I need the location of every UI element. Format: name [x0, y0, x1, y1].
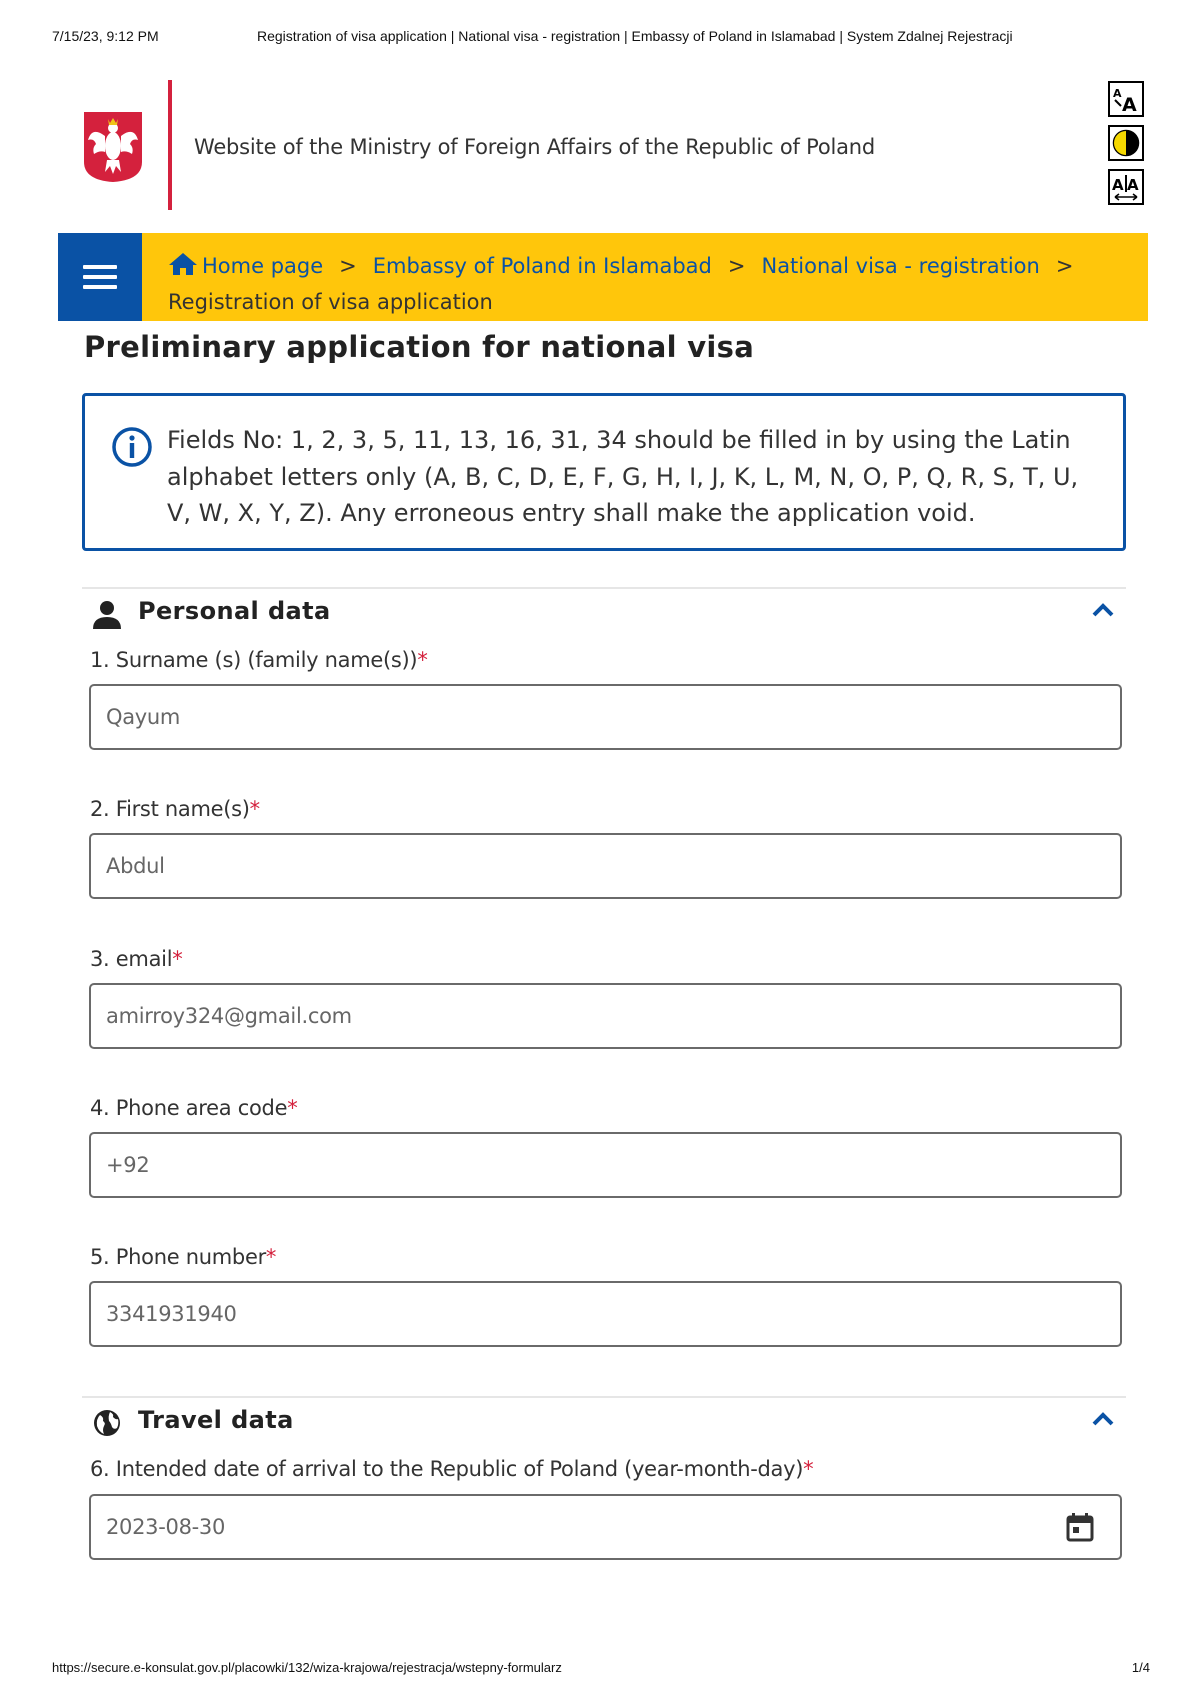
contrast-icon	[1112, 129, 1140, 157]
first-name-label: 2. First name(s)*	[90, 797, 260, 821]
print-page-number: 1/4	[1131, 1660, 1150, 1675]
chevron-up-icon[interactable]	[1092, 1412, 1114, 1426]
contrast-button[interactable]	[1108, 125, 1144, 161]
poland-emblem-logo[interactable]	[82, 110, 144, 184]
header-divider	[168, 80, 172, 210]
breadcrumb-embassy[interactable]: Embassy of Poland in Islamabad	[372, 254, 712, 278]
section-personal-data[interactable]	[82, 587, 1126, 633]
phone-area-code-input[interactable]: +92	[89, 1132, 1122, 1198]
arrival-date-value: 2023-08-30	[106, 1515, 226, 1539]
section-travel-data[interactable]	[82, 1396, 1126, 1442]
breadcrumb: Home page > Embassy of Poland in Islamabad > National visa - registration > Registration of visa application	[168, 254, 1074, 314]
calendar-icon[interactable]	[1066, 1512, 1094, 1542]
section-title: Travel data	[138, 1406, 294, 1434]
phone-number-label: 5. Phone number*	[90, 1245, 277, 1269]
breadcrumb-national-visa[interactable]: National visa - registration	[761, 254, 1040, 278]
font-size-icon	[1111, 84, 1141, 114]
globe-icon	[92, 1408, 122, 1438]
email-input[interactable]: amirroy324@gmail.com	[89, 983, 1122, 1049]
print-url: https://secure.e-konsulat.gov.pl/placowki/132/wiza-krajowa/rejestracja/wstepny-formularz	[52, 1660, 562, 1675]
chevron-up-icon[interactable]	[1092, 603, 1114, 617]
svg-text:A: A	[1112, 176, 1124, 194]
first-name-input[interactable]: Abdul	[89, 833, 1122, 899]
print-datetime: 7/15/23, 9:12 PM	[52, 28, 159, 44]
info-notice	[82, 393, 1126, 551]
surname-label: 1. Surname (s) (family name(s))*	[90, 648, 428, 672]
phone-area-code-label: 4. Phone area code*	[90, 1096, 298, 1120]
page-title: Preliminary application for national visa	[84, 330, 755, 364]
arrival-date-label: 6. Intended date of arrival to the Republic of Poland (year-month-day)*	[90, 1457, 814, 1481]
surname-input[interactable]: Qayum	[89, 684, 1122, 750]
site-title[interactable]: Website of the Ministry of Foreign Affairs of the Republic of Poland	[194, 135, 876, 159]
info-icon	[111, 426, 153, 468]
section-title: Personal data	[138, 597, 331, 625]
svg-text:A: A	[1122, 94, 1137, 114]
breadcrumb-current: Registration of visa application	[168, 290, 493, 314]
menu-button[interactable]	[58, 233, 142, 321]
letter-spacing-icon	[1111, 172, 1141, 202]
letter-spacing-button[interactable]	[1108, 169, 1144, 205]
info-text: Fields No: 1, 2, 3, 5, 11, 13, 16, 31, 34 should be filled in by using the Latin alphabet letters only (A, B, C, D, E, F, G, H, I, J, K, L, M, N, O, P, Q, R, S, T, U, V, W, X, Y, Z). Any erroneous entry shall make the application void.	[167, 426, 1079, 527]
svg-text:A: A	[1127, 176, 1139, 194]
breadcrumb-home[interactable]: Home page	[168, 254, 323, 278]
arrival-date-input[interactable]	[89, 1494, 1122, 1560]
home-icon	[168, 252, 198, 276]
svg-text:A: A	[1113, 87, 1122, 100]
email-label: 3. email*	[90, 947, 183, 971]
phone-number-input[interactable]: 3341931940	[89, 1281, 1122, 1347]
hamburger-icon	[83, 265, 117, 269]
print-doc-title: Registration of visa application | National visa - registration | Embassy of Poland in Islamabad | System Zdalnej Rejestracji	[257, 28, 1013, 44]
font-size-button[interactable]	[1108, 81, 1144, 117]
person-icon	[92, 599, 122, 629]
